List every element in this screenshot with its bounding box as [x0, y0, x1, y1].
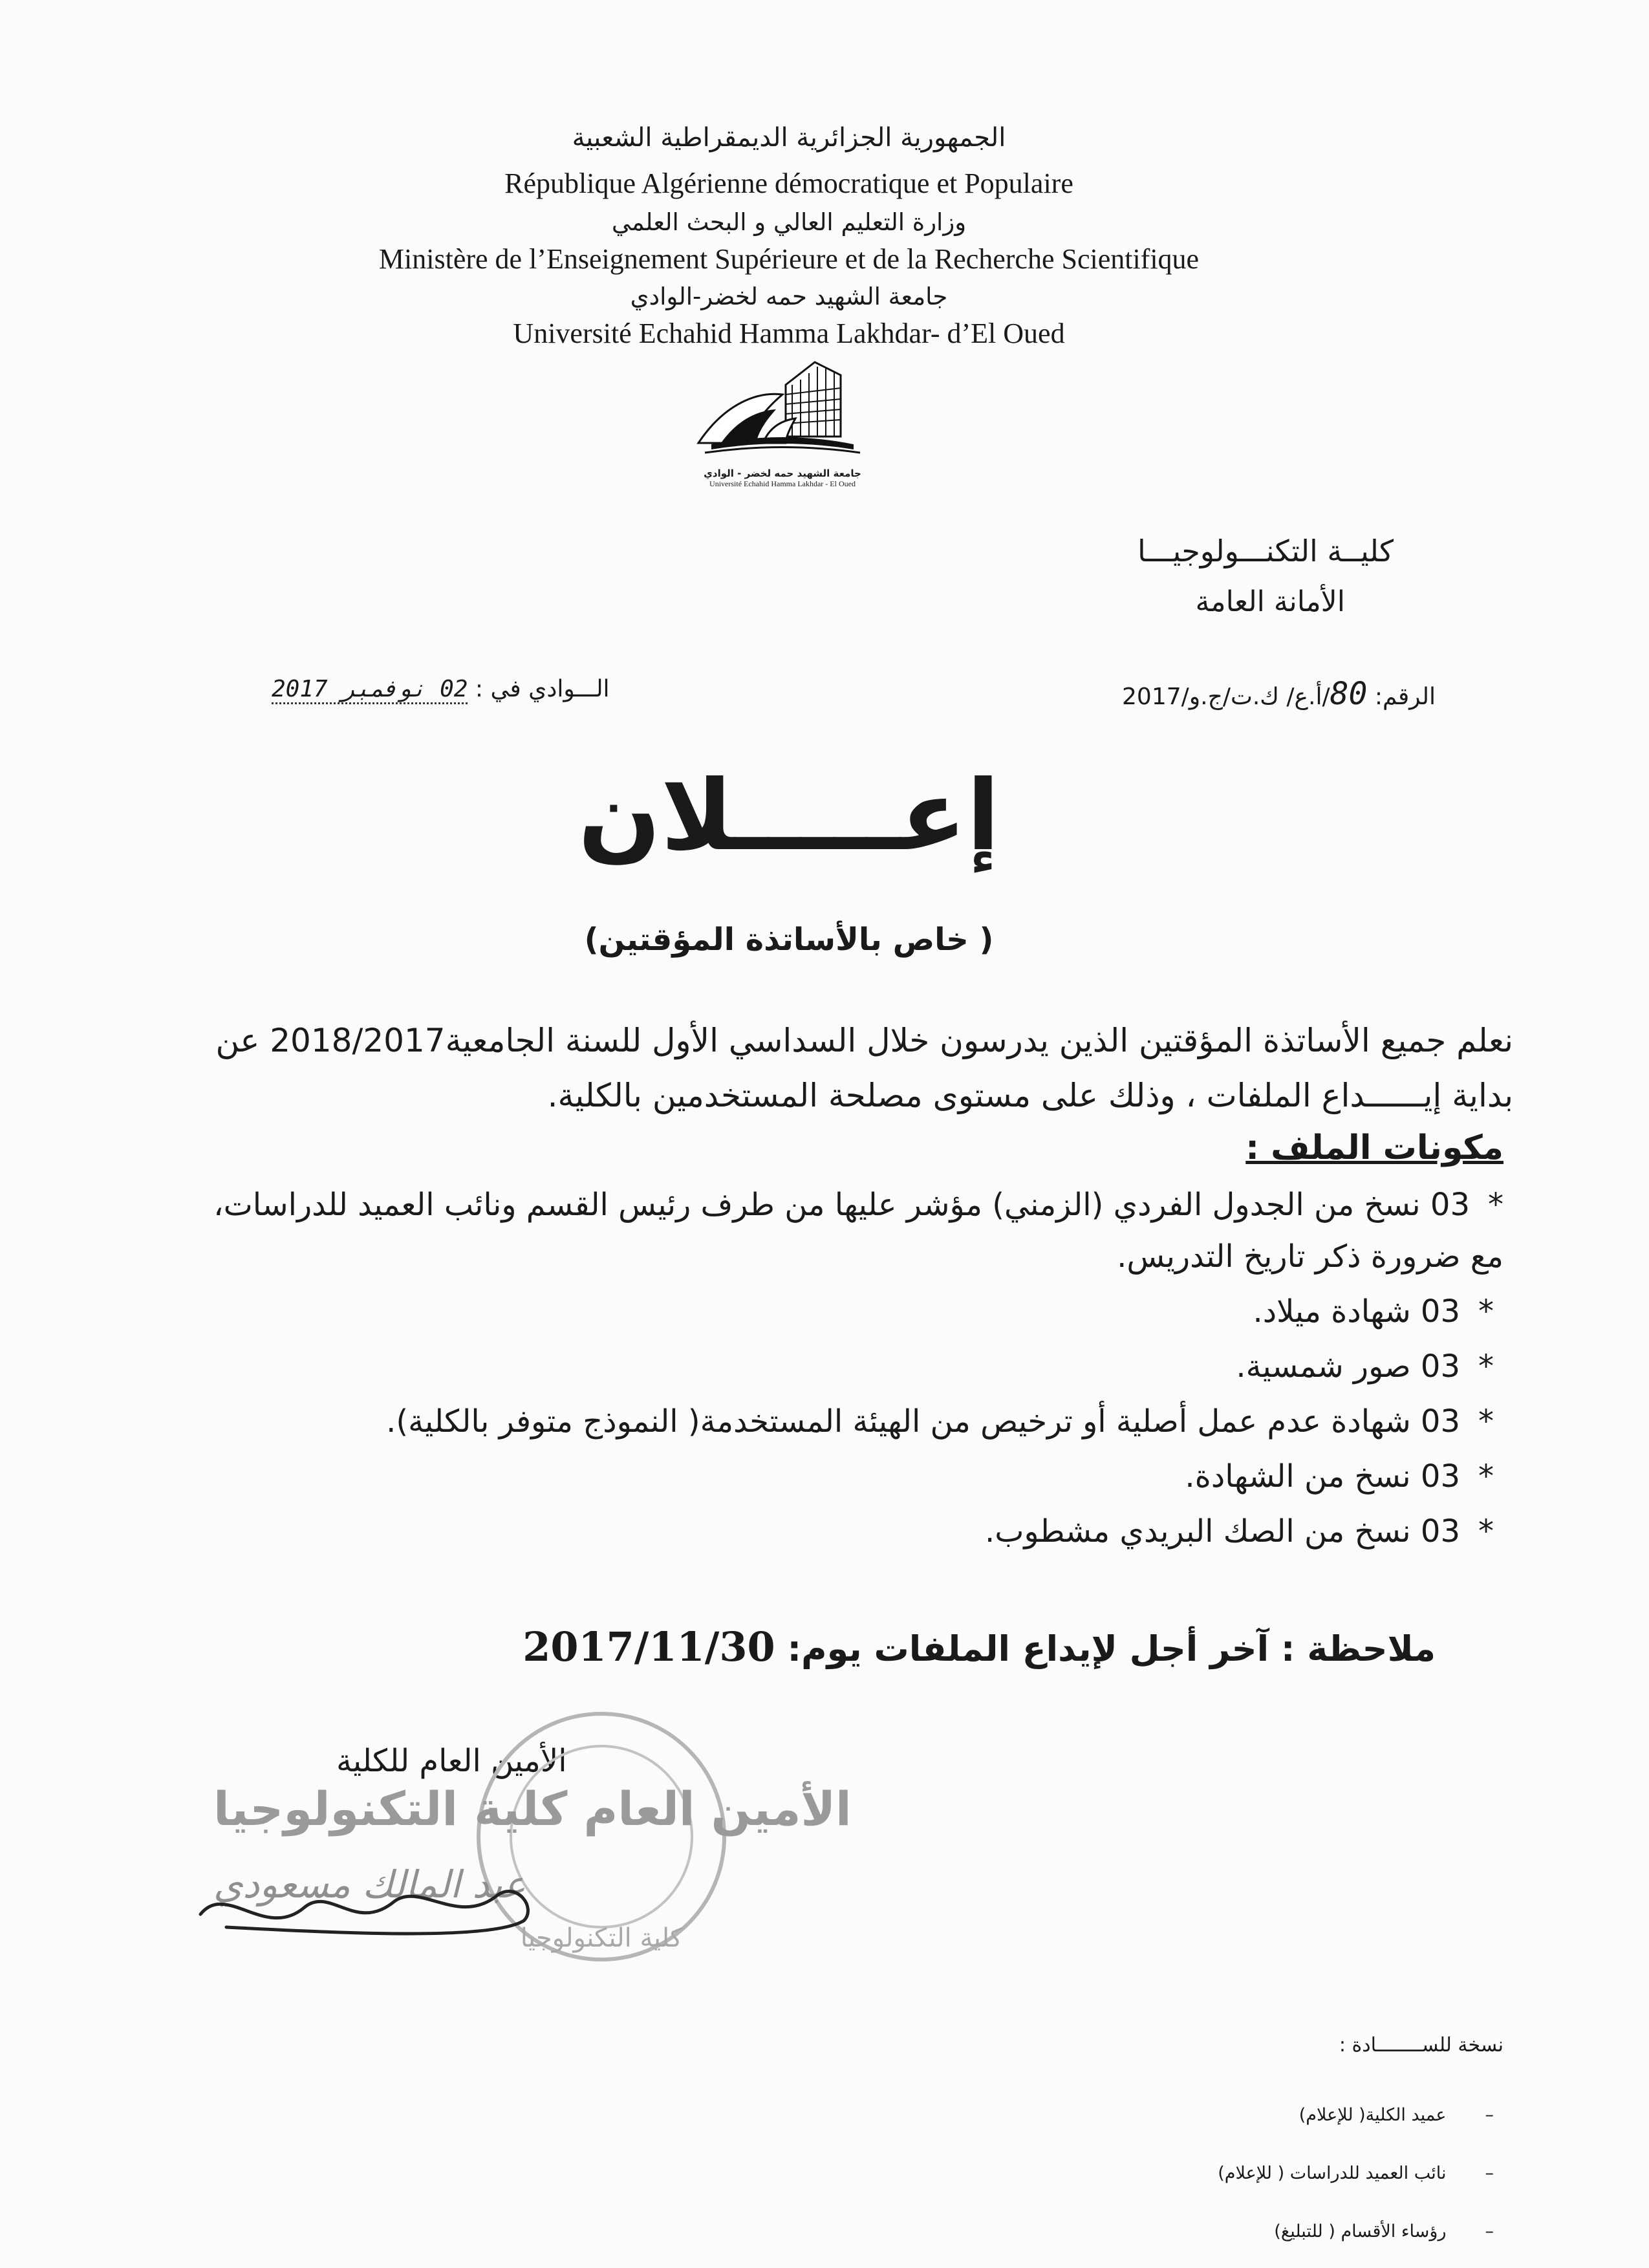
reference-label: الرقم: — [1374, 684, 1436, 710]
secretary-stamp-name: عبد المالك مسعودي — [213, 1863, 526, 1906]
file-components-heading: مكونات الملف : — [1245, 1129, 1503, 1167]
recipient-dash: – — [1485, 2221, 1494, 2241]
copy-recipient-text: عميد الكلية( للإعلام) — [1299, 2105, 1447, 2125]
deadline-note — [523, 1623, 1436, 1670]
bullet-asterisk: * — [1478, 1293, 1494, 1330]
reference-handwritten-number: 80 — [1330, 676, 1368, 712]
university-logo-graphic — [685, 359, 879, 469]
reference-code: /أ.ع/ ك.ت/ج.و/2017 — [1122, 684, 1330, 710]
republic-ar: الجمهورية الجزائرية الديمقراطية الشعبية — [572, 123, 1006, 153]
file-component-text: 03 صور شمسية. — [1236, 1348, 1460, 1385]
file-component-item — [213, 1187, 1503, 1223]
faculty-name: كليــة التكنـــولوجيـــا — [1137, 534, 1394, 568]
bullet-asterisk: * — [1478, 1348, 1494, 1385]
announcement-title: إعـــــلان — [577, 760, 1000, 872]
handwritten-date: 02 نوفمبر 2017 — [272, 676, 468, 704]
place-date-label: الـــوادي في : — [475, 676, 610, 702]
copies-heading: نسخة للســــــــادة : — [1339, 2034, 1503, 2057]
copy-recipient-text: رؤساء الأقسام ( للتبليغ) — [1274, 2221, 1447, 2241]
body-line-1: نعلم جميع الأساتذة المؤقتين الذين يدرسون خلال السداسي الأول للسنة الجامعية2018/2017 عن — [215, 1022, 1513, 1059]
file-component-item — [985, 1513, 1494, 1550]
copy-recipient — [1274, 2221, 1494, 2241]
deadline-date: 2017/11/30 — [523, 1623, 775, 1670]
university-logo — [685, 359, 879, 488]
file-component-text: 03 شهادة عدم عمل أصلية أو ترخيص من الهيئة المستخدمة( النموذج متوفر بالكلية). — [386, 1403, 1460, 1440]
general-secretariat: الأمانة العامة — [1195, 585, 1345, 618]
file-component-item — [386, 1403, 1494, 1440]
bullet-asterisk: * — [1488, 1187, 1503, 1223]
file-component-continuation: مع ضرورة ذكر تاريخ التدريس. — [1117, 1238, 1503, 1275]
ministry-fr: Ministère de l’Enseignement Supérieure et de la Recherche Scientifique — [378, 243, 1200, 275]
secretary-stamp-title: الأمين العام كلية التكنولوجيا — [213, 1782, 852, 1836]
logo-caption-ar: جامعة الشهيد حمه لخضر - الوادي — [704, 468, 861, 479]
file-component-item — [1236, 1348, 1494, 1385]
bullet-asterisk: * — [1478, 1513, 1494, 1550]
seal-text: كلية التكنولوجيا — [520, 1923, 683, 1953]
place-date — [272, 676, 610, 702]
republic-fr: République Algérienne démocratique et Populaire — [504, 167, 1073, 199]
logo-caption-fr: Université Echahid Hamma Lakhdar - El Oued — [709, 479, 856, 488]
file-component-text: 03 نسخ من الجدول الفردي (الزمني) مؤشر عليها من طرف رئيس القسم ونائب العميد للدراسات، — [213, 1187, 1470, 1223]
ministry-ar: وزارة التعليم العالي و البحث العلمي — [611, 208, 967, 236]
signature-stroke — [188, 1856, 550, 1953]
copy-recipient-text: نائب العميد للدراسات ( للإعلام) — [1218, 2163, 1447, 2183]
university-ar: جامعة الشهيد حمه لخضر-الوادي — [630, 283, 948, 310]
body-line-2: بداية إيــــــداع الملفات ، وذلك على مستوى مصلحة المستخدمين بالكلية. — [547, 1077, 1513, 1114]
file-component-text: 03 نسخ من الصك البريدي مشطوب. — [984, 1513, 1460, 1550]
deadline-label: ملاحظة : آخر أجل لإيداع الملفات يوم: — [787, 1628, 1436, 1669]
file-component-text: 03 شهادة ميلاد. — [1253, 1293, 1460, 1330]
file-component-item — [1253, 1293, 1494, 1330]
bullet-asterisk: * — [1478, 1458, 1494, 1495]
recipient-dash: – — [1485, 2105, 1494, 2125]
handwritten-signature — [188, 1856, 550, 1953]
copy-recipient — [1218, 2163, 1494, 2183]
announcement-subtitle: ( خاص بالأساتذة المؤقتين) — [584, 922, 994, 958]
bullet-asterisk: * — [1478, 1403, 1494, 1440]
copy-recipient — [1299, 2105, 1494, 2125]
university-fr: Université Echahid Hamma Lakhdar- d’El Oued — [513, 318, 1065, 349]
reference-number — [1122, 676, 1436, 712]
signature-title: الأمين العام للكلية — [336, 1743, 567, 1779]
file-component-text: 03 نسخ من الشهادة. — [1185, 1458, 1460, 1495]
file-component-item — [1185, 1458, 1494, 1495]
recipient-dash: – — [1485, 2163, 1494, 2183]
